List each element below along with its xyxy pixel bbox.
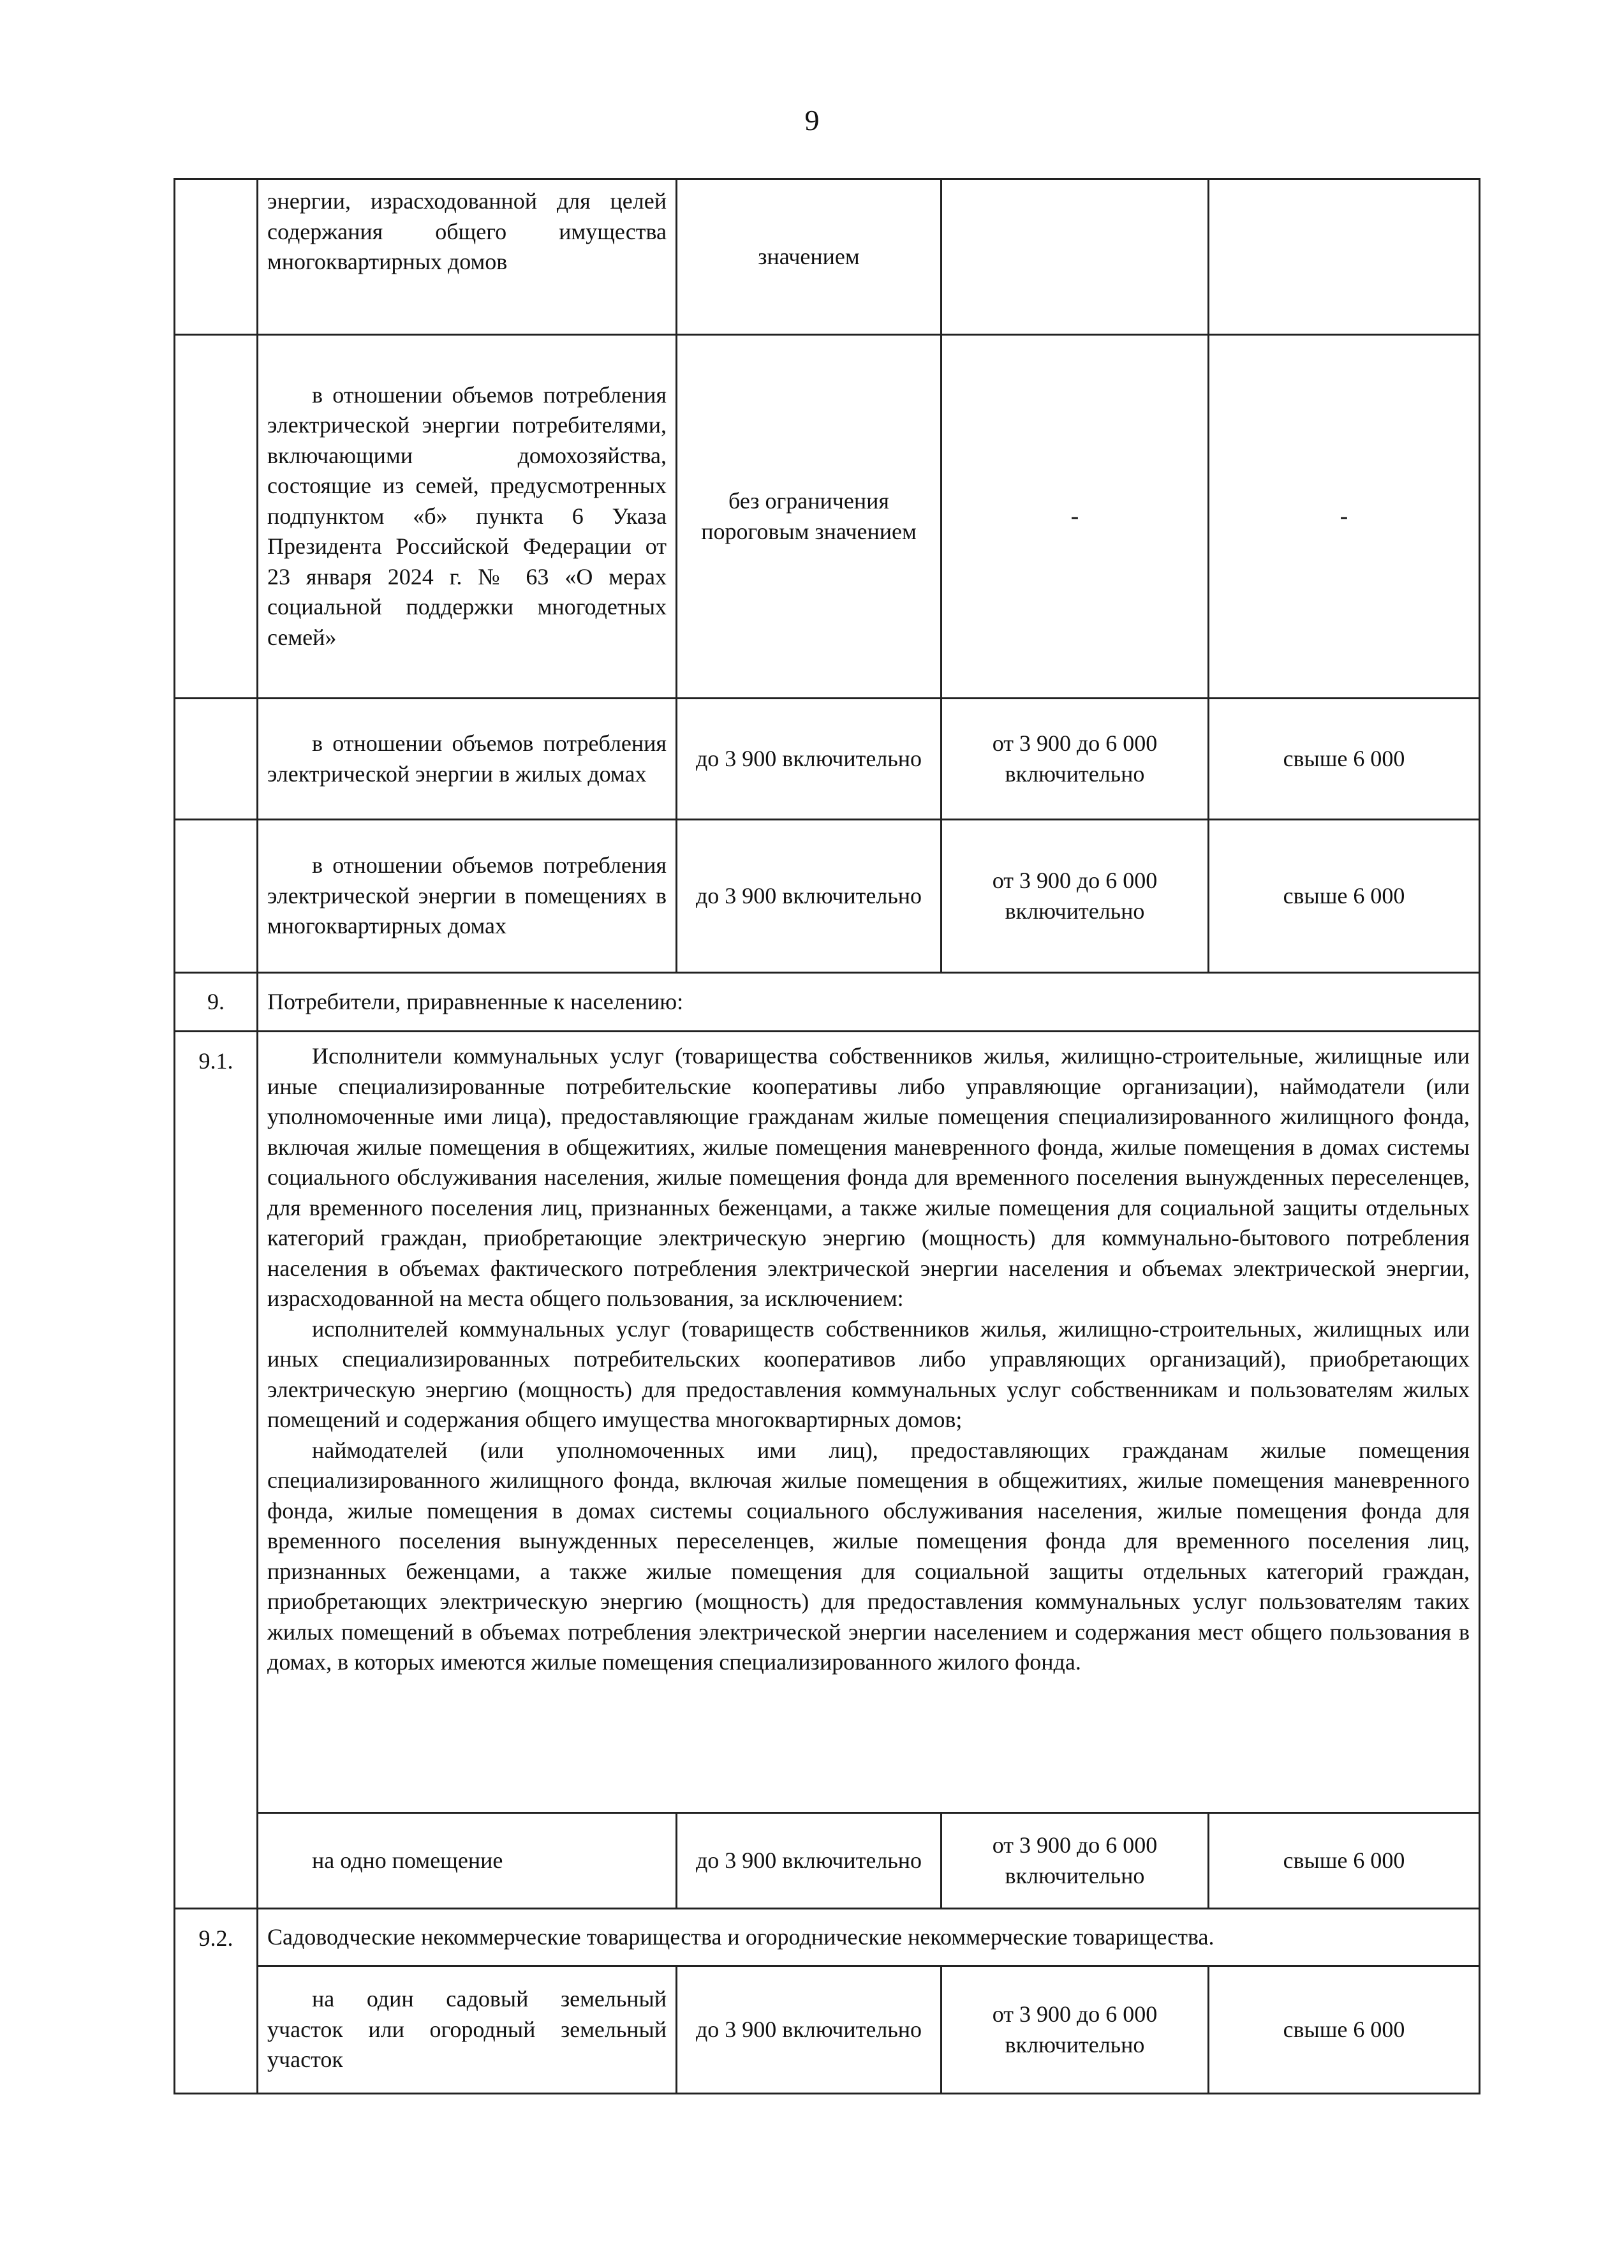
section-title: Садоводческие некоммерческие товарищества и огороднические некоммерческие товарищества.	[258, 1909, 1480, 1966]
row-number-cell	[175, 335, 258, 699]
row-number-cell	[175, 820, 258, 973]
threshold-2: от 3 900 до 6 000 включительно	[941, 699, 1209, 820]
table-row	[175, 820, 1480, 973]
threshold-3: свыше 6 000	[1209, 699, 1480, 820]
table-row	[175, 699, 1480, 820]
threshold-1: до 3 900 включительно	[677, 1966, 941, 2094]
threshold-1: до 3 900 включительно	[677, 1813, 941, 1909]
page-number: 9	[804, 104, 820, 137]
threshold-3	[1209, 179, 1480, 335]
threshold-3: свыше 6 000	[1209, 1813, 1480, 1909]
threshold-3: -	[1209, 335, 1480, 699]
threshold-1: до 3 900 включительно	[677, 699, 941, 820]
section-number: 9.	[175, 973, 258, 1032]
table-row	[175, 179, 1480, 335]
row-description-text: на одно помещение	[312, 1847, 503, 1873]
threshold-2: -	[941, 335, 1209, 699]
threshold-1: без ограничения пороговым значением	[677, 335, 941, 699]
threshold-2: от 3 900 до 6 000 включительно	[941, 1966, 1209, 2094]
threshold-1: до 3 900 включительно	[677, 820, 941, 973]
row-description-text: в отношении объемов потребления электрической энергии в жилых домах	[267, 730, 667, 787]
row-description-text: в отношении объемов потребления электрической энергии в помещениях в многоквартирных домах	[267, 852, 667, 939]
row-description	[258, 1813, 677, 1909]
section-paragraphs	[258, 1032, 1480, 1813]
row-description	[258, 699, 677, 820]
section-paragraph: Исполнители коммунальных услуг (товарищества собственников жилья, жилищно-строительные, жилищные или иные специализированные потребительские кооперативы либо управляющие организации), наймодатели (или уполномоченные ими лица), предоставляющие гражданам жилые помещения специализированного жилищного фонда, включая жилые помещения в общежитиях, жилые помещения маневренного фонда, жилые помещения в домах системы социального обслуживания населения, жилые помещения фонда для временного поселения вынужденных переселенцев, для временного поселения лиц, признанных беженцами, а также жилые помещения для социальной защиты отдельных категорий граждан, приобретающие электрическую энергию (мощность) для коммунально-бытового потребления населения в объемах фактического потребления электрической энергии населения и объемах электрической энергии, израсходованной на места общего пользования, за исключением:	[267, 1043, 1470, 1312]
row-description: энергии, израсходованной для целей содержания общего имущества многоквартирных домов	[258, 179, 677, 335]
row-number-cell	[175, 179, 258, 335]
section-header-row	[175, 973, 1480, 1032]
section-number: 9.1.	[175, 1032, 258, 1909]
threshold-2	[941, 179, 1209, 335]
section-paragraph: наймодателей (или уполномоченных ими лиц), предоставляющих гражданам жилые помещения специализированного жилищного фонда, включая жилые помещения в общежитиях, жилые помещения маневренного фонда, жилые помещения в домах системы социального обслуживания населения, жилые помещения фонда для временного поселения вынужденных переселенцев, жилые помещения фонда для временного поселения лиц, признанных беженцами, а также жилые помещения для социальной защиты отдельных категорий граждан, приобретающих электрическую энергию (мощность) для предоставления коммунальных услуг пользователям таких жилых помещений в объемах потребления электрической энергии населением и содержания мест общего пользования в домах, в которых имеются жилые помещения специализированного жилого фонда.	[267, 1437, 1470, 1675]
row-description	[258, 1966, 677, 2094]
threshold-3: свыше 6 000	[1209, 1966, 1480, 2094]
table-row	[175, 1966, 1480, 2094]
section-number: 9.2.	[175, 1909, 258, 2094]
threshold-2: от 3 900 до 6 000 включительно	[941, 1813, 1209, 1909]
section-title: Потребители, приравненные к населению:	[258, 973, 1480, 1032]
row-description-text: в отношении объемов потребления электрической энергии потребителями, включающими домохозяйства, состоящие из семей, предусмотренных подпунктом «б» пункта 6 Указа Президента Российской Федерации от 23 января 2024 г. № 63 «О мерах социальной поддержки многодетных семей»	[267, 382, 667, 650]
row-description	[258, 335, 677, 699]
section-paragraph: исполнителей коммунальных услуг (товариществ собственников жилья, жилищно-строительных, жилищных или иных специализированных потребительских кооперативов либо управляющих организаций), приобретающих электрическую энергию (мощность) для предоставления коммунальных услуг собственникам и пользователям жилых помещений и содержания общего имущества многоквартирных домов;	[267, 1316, 1470, 1433]
row-number-cell	[175, 699, 258, 820]
threshold-3: свыше 6 000	[1209, 820, 1480, 973]
threshold-1: значением	[677, 179, 941, 335]
table-row	[175, 1813, 1480, 1909]
tariff-volume-table	[173, 178, 1480, 2094]
table-row	[175, 335, 1480, 699]
row-description-text: на один садовый земельный участок или огородный земельный участок	[267, 1986, 667, 2073]
section-header-row	[175, 1909, 1480, 1966]
row-description	[258, 820, 677, 973]
threshold-2: от 3 900 до 6 000 включительно	[941, 820, 1209, 973]
section-text-row	[175, 1032, 1480, 1813]
